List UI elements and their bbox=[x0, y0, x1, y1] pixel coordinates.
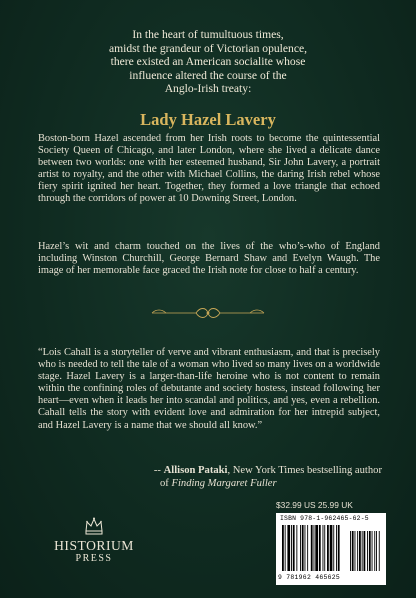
barcode-digits: 9 781962 465625 bbox=[278, 574, 341, 581]
attribution-prefix: -- bbox=[153, 465, 164, 476]
barcode-bar bbox=[300, 525, 301, 571]
attribution-name: Allison Pataki bbox=[163, 465, 228, 476]
barcode-supplement-bar bbox=[374, 531, 375, 571]
publisher-press: PRESS bbox=[75, 553, 113, 564]
barcode-supplement-bar bbox=[352, 531, 354, 571]
barcode-supplement-bar bbox=[379, 531, 380, 571]
barcode-supplement-bar bbox=[359, 531, 361, 571]
barcode-bar bbox=[291, 525, 292, 571]
barcode-bar bbox=[307, 525, 308, 571]
intro-line: influence altered the course of the bbox=[129, 68, 287, 82]
barcode-supplement-bar bbox=[372, 531, 373, 571]
barcode-bar bbox=[338, 525, 340, 571]
ornament-divider-icon bbox=[148, 306, 268, 320]
barcode-bar bbox=[314, 525, 315, 571]
barcode-bar bbox=[302, 525, 304, 571]
publisher-name: HISTORIUM bbox=[54, 538, 134, 553]
barcode-bar bbox=[323, 525, 324, 571]
barcode-supplement-bar bbox=[367, 531, 368, 571]
barcode-bar bbox=[315, 525, 318, 571]
barcode-supplement-bar bbox=[355, 531, 356, 571]
intro-line: amidst the grandeur of Victorian opulence, bbox=[108, 41, 308, 55]
barcode-bar bbox=[330, 525, 333, 571]
barcode-bar bbox=[296, 525, 297, 571]
barcode-bar bbox=[285, 525, 286, 571]
barcode bbox=[280, 525, 382, 573]
price-label: $32.99 US 25.99 UK bbox=[276, 500, 353, 510]
isbn-label: ISBN 978-1-962465-62-5 bbox=[280, 515, 369, 522]
barcode-bar bbox=[336, 525, 337, 571]
book-subject-title: Lady Hazel Lavery bbox=[140, 110, 276, 129]
quote-attribution bbox=[120, 464, 382, 490]
intro-text bbox=[60, 28, 356, 96]
endorsement-quote: “Lois Cahall is a storyteller of verve and vibrant enthusiasm, and that is precisely who is needed to tell the tale of a woman who lived so many lives on a worldwide stage. Hazel Lavery is a larger-than-life heroine who is not content to remain within the confining roles of debutante and society hostess, instead following her heart—even when it leads her into scandal and politics, and yes, even a rebellion. Cahall tells the story with evident love and admiration for her intrepid subject, and Hazel Lavery is a name that we should all know.” bbox=[38, 347, 380, 431]
publisher-logo bbox=[48, 516, 140, 584]
barcode-supplement-bar bbox=[369, 531, 371, 571]
barcode-bar bbox=[282, 525, 284, 571]
intro-line: In the heart of tumultuous times, bbox=[132, 28, 284, 41]
barcode-bar bbox=[319, 525, 321, 571]
barcode-bar bbox=[305, 525, 306, 571]
publisher-crown-icon bbox=[83, 516, 105, 536]
barcode-bar bbox=[333, 525, 334, 571]
intro-line: Anglo-Irish treaty: bbox=[164, 82, 252, 96]
attribution-role: , New York Times bestselling author bbox=[227, 465, 382, 476]
barcode-bar bbox=[287, 525, 290, 571]
attribution-book: Finding Margaret Fuller bbox=[171, 478, 277, 489]
barcode-supplement-bar bbox=[357, 531, 358, 571]
barcode-bar bbox=[327, 525, 329, 571]
barcode-supplement-bar bbox=[350, 531, 351, 571]
isbn-barcode-panel bbox=[276, 513, 386, 585]
barcode-supplement-bar bbox=[364, 531, 366, 571]
intro-line: there existed an American socialite whose bbox=[110, 55, 306, 69]
barcode-supplement-bar bbox=[362, 531, 363, 571]
description-paragraph-2: Hazel’s wit and charm touched on the lives of the who’s-who of England including Winston Churchill, George Bernard Shaw and Evelyn Waugh. The image of her memorable face graced the Irish note for close to half a century. bbox=[38, 241, 380, 277]
barcode-supplement-bar bbox=[376, 531, 377, 571]
description-paragraph-1: Boston-born Hazel ascended from her Irish roots to become the quintessential Society Queen of Chicago, and later London, where she lived a delicate dance between two worlds: one with her esteemed husband, Sir John Lavery, a portrait artist to royalty, and the other with Michael Collins, the daring Irish rebel whose fiery spirit ignited her heart. Together, they formed a love triangle that echoed through the corridors of power at 10 Downing Street, London. bbox=[38, 133, 380, 205]
attribution-of: of bbox=[160, 478, 172, 489]
barcode-bar bbox=[293, 525, 295, 571]
barcode-bar bbox=[311, 525, 313, 571]
barcode-bar bbox=[324, 525, 325, 571]
